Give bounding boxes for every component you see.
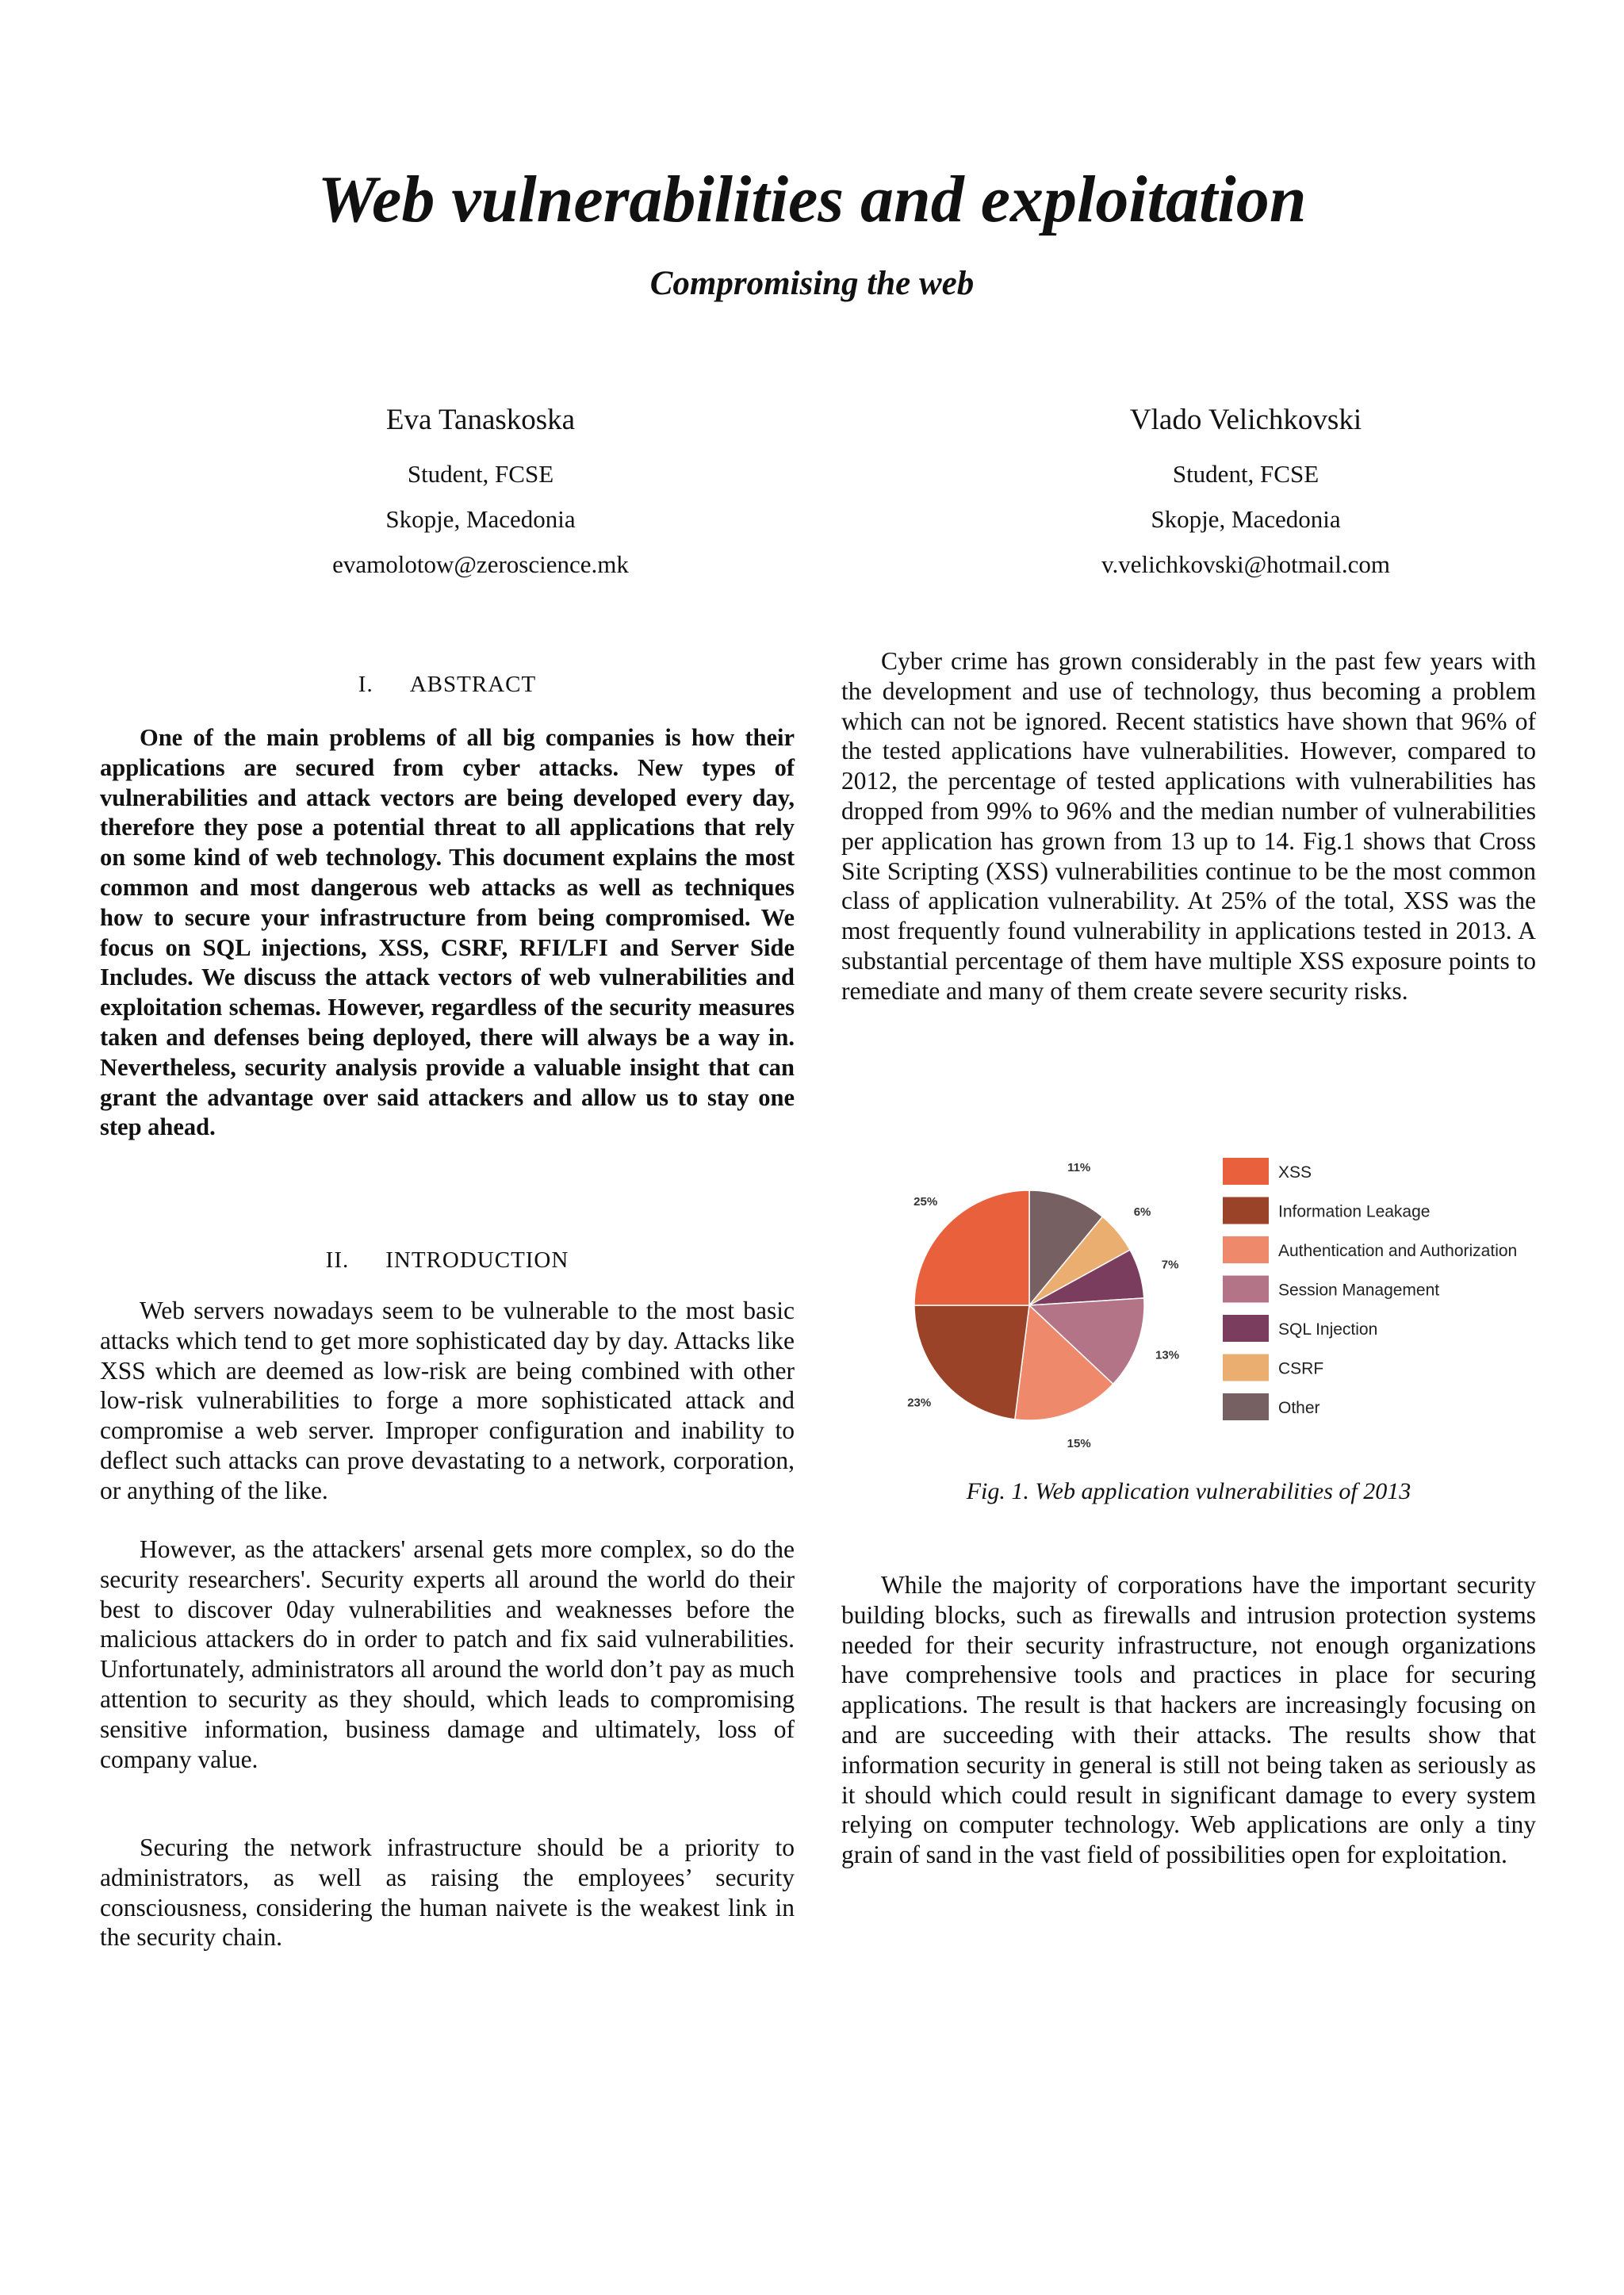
legend-swatch [1223,1315,1269,1342]
right-paragraph-2: While the majority of corporations have the important security building blocks, such as firewalls and intrusion protection systems needed for their security infrastructure, not enough organizations have comprehensive tools and practices in place for securing applications. The result is that hackers are increasingly focusing on and are succeeding with their attacks. The results show that information security in general is still not being taken as seriously as it should which could result in significant damage to every system relying on computer technology. Web applications are only a tiny grain of sand in the vast field of possibilities open for exploitation. [841,1571,1536,1869]
author-email: evamolotow@zeroscience.mk [332,550,629,578]
legend-swatch [1223,1276,1269,1303]
right-paragraph-1: Cyber crime has grown considerably in the past few years with the development and use of technology, thus becoming a problem which can not be ignored. Recent statistics have shown that 96% of the tested applications have vulnerabilities. However, compared to 2012, the percentage of tested applications with vulnerabilities has dropped from 99% to 96% and the median number of vulnerabilities per application has grown from 13 up to 14. Fig.1 shows that Cross Site Scripting (XSS) vulnerabilities continue to be the most common class of application vulnerability. At 25% of the total, XSS was the most frequently found vulnerability in applications tested in 2013. A substantial percentage of them have multiple XSS exposure points to remediate and many of them create severe security risks. [841,647,1536,1005]
section-title: INTRODUCTION [385,1247,569,1273]
author-name: Vlado Velichkovski [1129,404,1362,436]
pie-slices [914,1190,1144,1420]
paper-title: Web vulnerabilities and exploitation [317,163,1307,236]
intro-paragraph-1: Web servers nowadays seem to be vulnerable to the most basic attacks which tend to get more sophisticated day by day. Attacks like XSS which are deemed as low-risk are being combined with other low-risk vulnerabilities to forge a more sophisticated attack and compromise a web server. Improper configuration and inability to deflect such attacks can prove devastating to a network, corporation, or anything of the like. [100,1297,795,1504]
author-block-2 [944,401,1547,594]
legend-label: XSS [1278,1163,1312,1182]
author-location: Skopje, Macedonia [1151,505,1341,533]
introduction-heading [100,1244,795,1276]
pie-slice-information-leakage [914,1305,1029,1420]
author-affiliation: Student, FCSE [1172,460,1320,488]
intro-paragraph-3: Securing the network infrastructure should be a priority to administrators, as well as raising the employees’ security consciousness, considering the human naivete is the weakest link in the security chain. [100,1833,795,1952]
pie-percent-label: 11% [1067,1160,1091,1174]
pie-legend [1223,1158,1517,1420]
section-number: I. [358,672,373,697]
author-block-1 [179,401,782,594]
pie-percent-label: 6% [1133,1205,1151,1220]
section-title: ABSTRACT [409,672,537,697]
pie-percent-label: 15% [1067,1437,1091,1451]
legend-label: SQL Injection [1278,1320,1378,1339]
pie-chart [896,1142,1562,1451]
author-location: Skopje, Macedonia [385,505,576,533]
pie-percent-label: 7% [1161,1258,1179,1272]
legend-label: Session Management [1278,1281,1440,1300]
legend-swatch [1223,1158,1269,1185]
pie-percent-label: 23% [907,1396,932,1410]
abstract-text: One of the main problems of all big companies is how their applications are secured from cyber attacks. New types of vulnerabilities and attack vectors are being developed every day, therefore they pose a potential threat to all applications that rely on some kind of web technology. This document explains the most common and most dangerous web attacks as well as techniques how to secure your infrastructure from being compromised. We focus on SQL injections, XSS, CSRF, RFI/LFI and Server Side Includes. We discuss the attack vectors of web vulnerabilities and exploitation schemas. However, regardless of the security measures taken and defenses being deployed, there will always be a way in. Nevertheless, security analysis provide a valuable insight that can grant the advantage over said attackers and allow us to stay one step ahead. [100,724,795,1141]
pie-percent-label: 25% [914,1195,938,1209]
legend-label: Information Leakage [1278,1202,1431,1221]
author-name: Eva Tanaskoska [385,404,576,436]
figure-1-chart [896,1142,1562,1451]
figure-caption: Fig. 1. Web application vulnerabilities of 2013 [966,1478,1411,1504]
author-affiliation: Student, FCSE [407,460,554,488]
legend-label: Authentication and Authorization [1278,1242,1518,1260]
pie-percent-label: 13% [1155,1348,1180,1362]
legend-label: CSRF [1278,1359,1324,1378]
legend-swatch [1223,1236,1269,1263]
author-email: v.velichkovski@hotmail.com [1101,550,1391,578]
legend-swatch [1223,1354,1269,1381]
legend-label: Other [1278,1399,1320,1417]
section-number: II. [325,1247,350,1273]
intro-paragraph-2: However, as the attackers' arsenal gets more complex, so do the security researchers'. Security experts all around the world do their best to discover 0day vulnerabilities and weaknesses before the malicious attackers do in order to patch and fix said vulnerabilities. Unfortunately, administrators all around the world don’t pay as much attention to security as they should, which leads to compromising sensitive information, business damage and ultimately, loss of company value. [100,1535,795,1773]
paper-subtitle: Compromising the web [649,265,975,302]
legend-swatch [1223,1197,1269,1224]
abstract-heading [100,669,795,700]
legend-swatch [1223,1393,1269,1420]
